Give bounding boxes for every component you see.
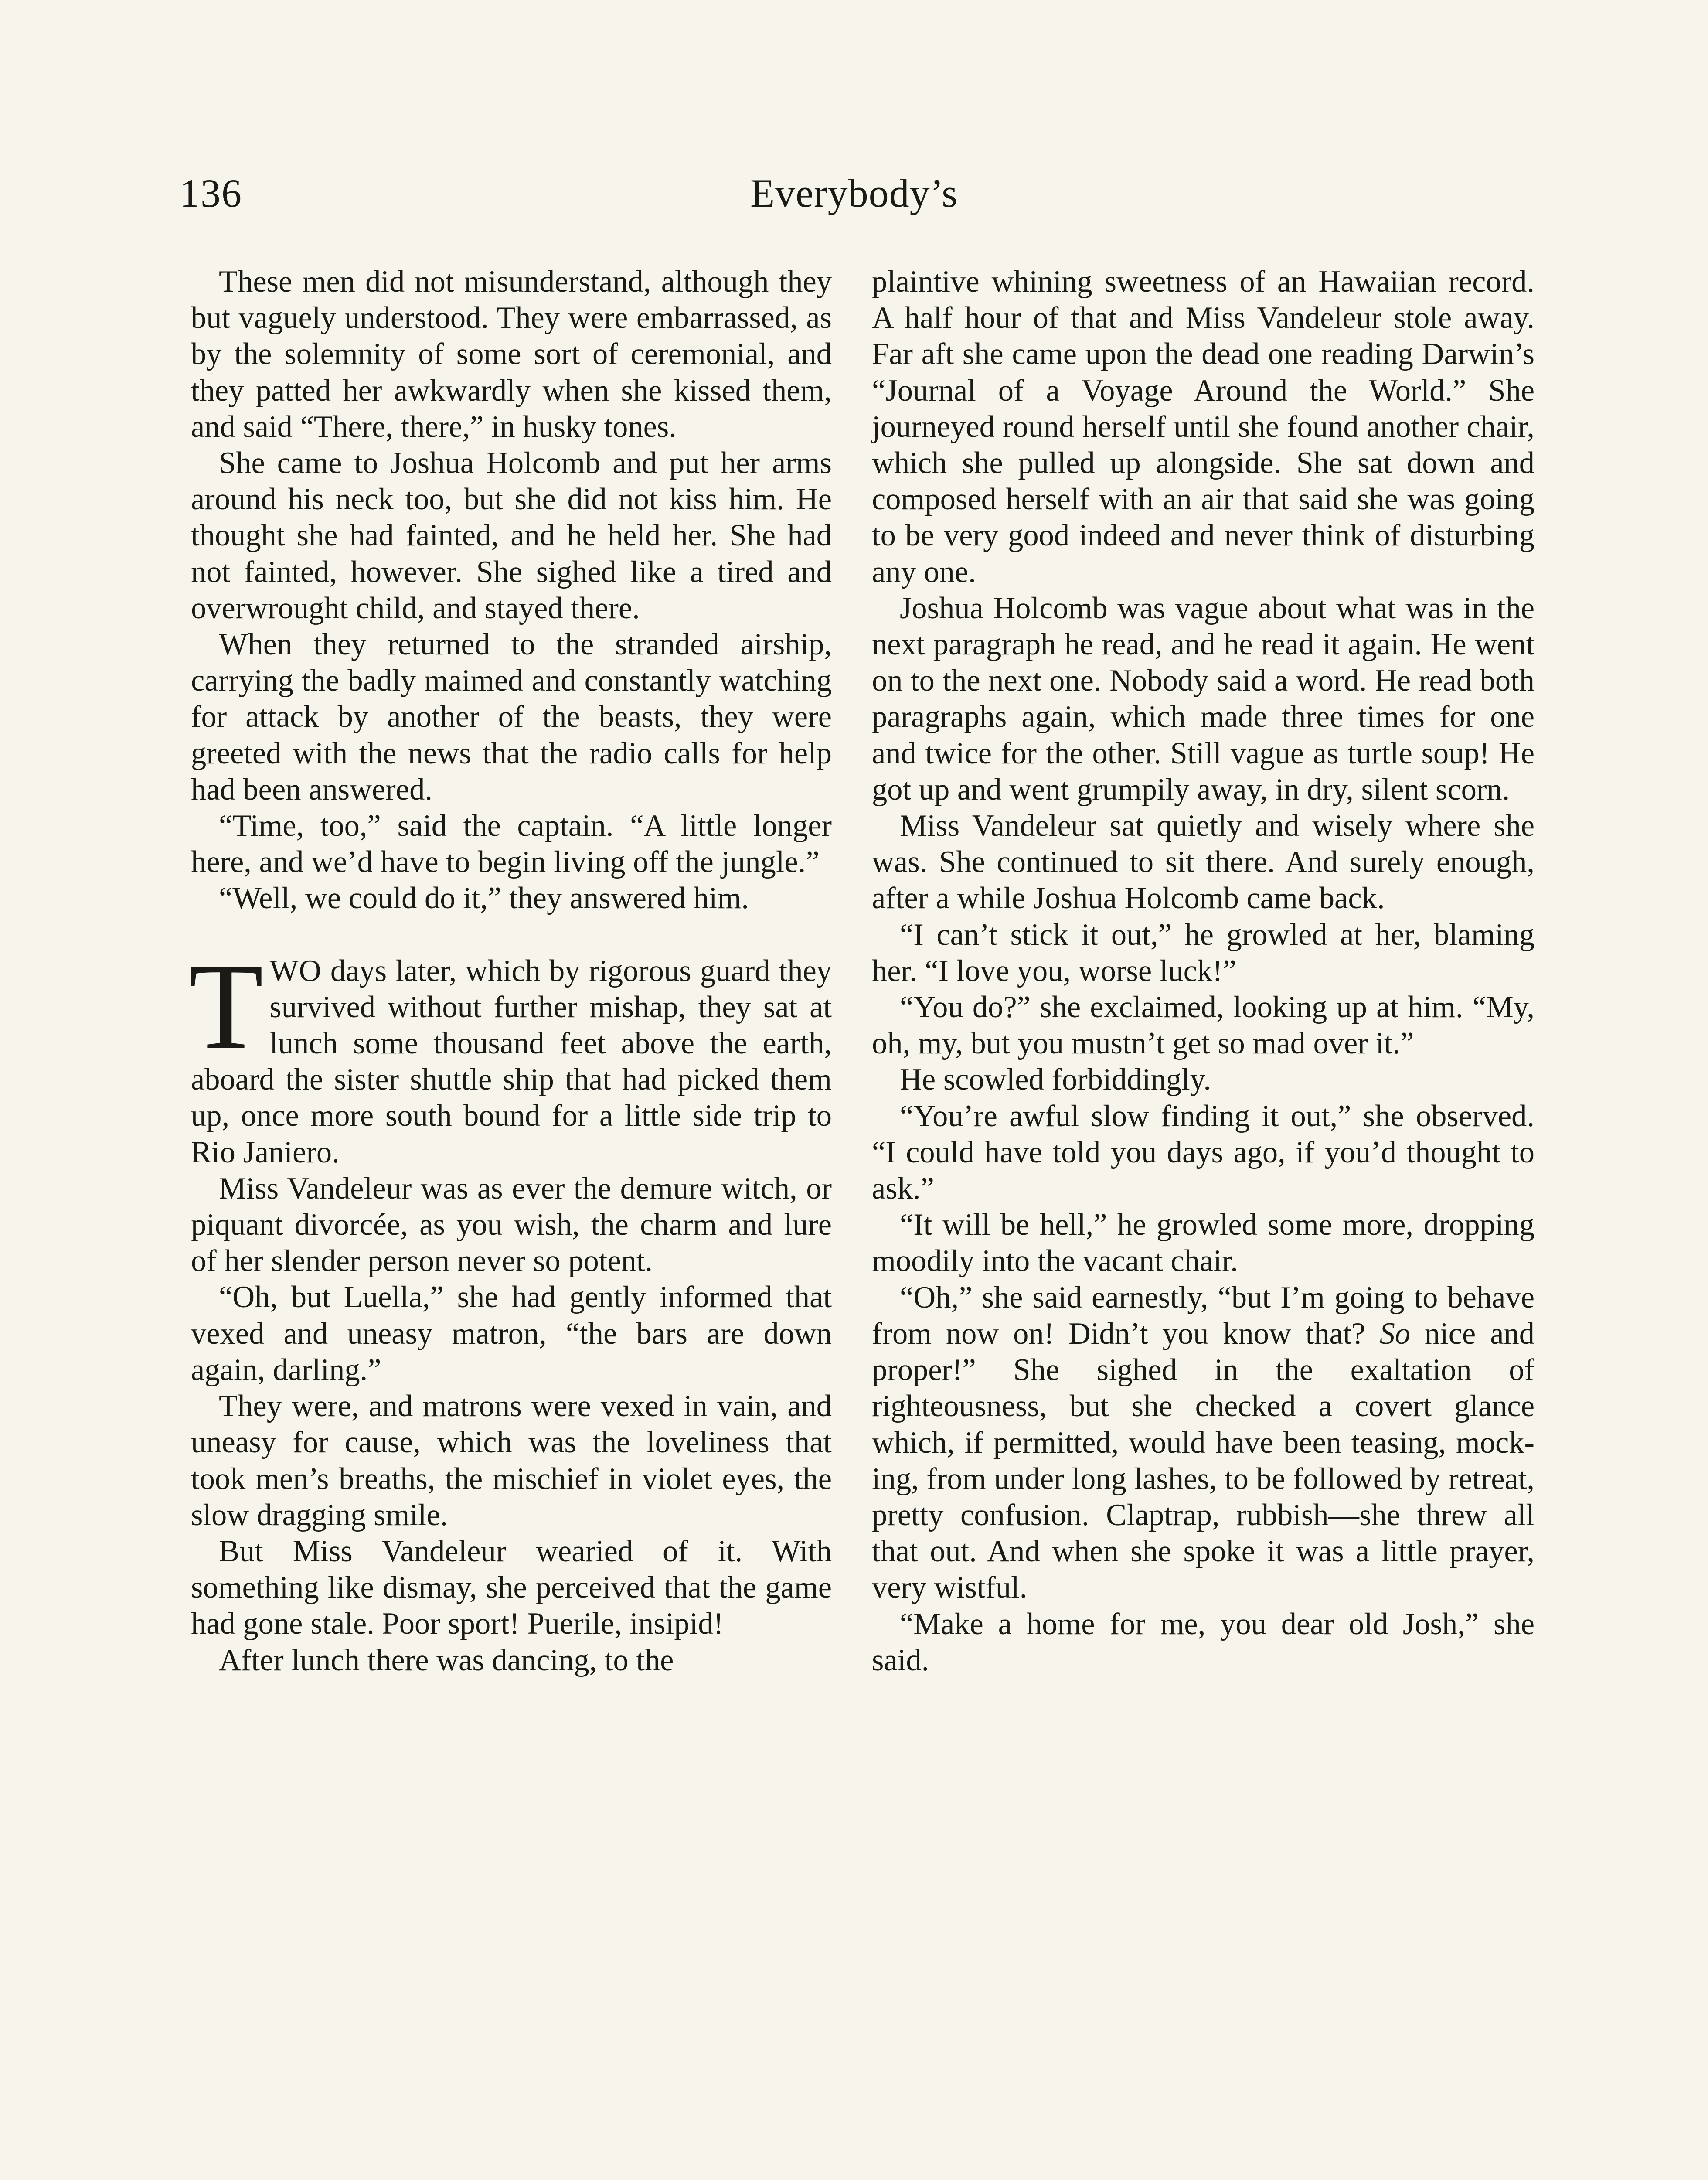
- section-opening-paragraph: [188, 938, 832, 1171]
- small-caps-lead: WO: [269, 954, 322, 988]
- paragraph: [872, 1280, 1534, 1606]
- paragraph: “Time, too,” said the captain. “A little longer here, and we’d have to begin living off the jungle.”: [191, 809, 832, 879]
- paragraph: They were, and matrons were vexed in vain, and uneasy for cause, which was the loveliness that took men’s breaths, the mischief in violet eyes, the slow dragging smile.: [191, 1389, 832, 1532]
- paragraph-text: “Oh,” she said earnestly, “but I’m going to behave from now on! Didn’t you know that?: [872, 1280, 1534, 1351]
- paragraph: But Miss Vandeleur wearied of it. With something like dismay, she perceived that the game had gone stale. Poor sport! Puerile, insipid!: [191, 1534, 832, 1641]
- paragraph: She came to Joshua Holcomb and put her arms around his neck too, but she did not kiss him. He thought she had fainted, and he held her. She had not fainted, however. She sighed like a tired and overwrought child, and stayed there.: [191, 446, 832, 625]
- paragraph: He scowled forbiddingly.: [900, 1063, 1211, 1097]
- paragraph: These men did not misunderstand, although they but vaguely understood. They were embarrassed, as by the solemnity of some sort of ceremonial, and they patted her awkwardly when she kissed them, and said “There, there,” in husky tones.: [191, 265, 832, 444]
- paragraph: After lunch there was dancing, to the: [219, 1643, 674, 1677]
- paragraph: “It will be hell,” he growled some more, dropping moodily into the vacant chair.: [872, 1208, 1534, 1278]
- paragraph: “You do?” she exclaimed, looking up at him. “My, oh, my, but you mustn’t get so mad over it.”: [872, 990, 1534, 1061]
- paragraph-text: days later, which by rigorous guard they survived without further mishap, they sat at lunch some thousand feet above the earth, aboard the sister shuttle ship that had picked them up, once more south bound for a little side trip to Rio Janiero.: [191, 954, 832, 1169]
- paragraph-text: nice and proper!” She sighed in the exaltation of righteousness, but she checked a covert glance which, if permitted, would have been teasing, mocking, from under long lashes, to be followed by retreat, pretty confusion. Claptrap, rubbish—she threw all that out. And when she spoke it was a little prayer, very wistful.: [872, 1316, 1534, 1605]
- drop-cap: T: [188, 938, 264, 1074]
- paragraph: When they returned to the stranded airship, carrying the badly maimed and constantly watching for attack by another of the beasts, they were greeted with the news that the radio calls for help had been answered.: [191, 627, 832, 807]
- paragraph: “Make a home for me, you dear old Josh,” she said.: [872, 1607, 1534, 1677]
- paragraph: “Well, we could do it,” they answered him.: [219, 881, 749, 916]
- paragraph: Miss Vandeleur sat quietly and wisely where she was. She continued to sit there. And surely enough, after a while Joshua Holcomb came back.: [872, 809, 1534, 916]
- running-head: Everybody’s: [750, 171, 958, 215]
- left-column: [188, 264, 832, 1679]
- paragraph: “Oh, but Luella,” she had gently informed that vexed and uneasy matron, “the bars are down again, darling.”: [191, 1280, 832, 1387]
- paragraph: Joshua Holcomb was vague about what was in the next paragraph he read, and he read it again. He went on to the next one. Nobody said a word. He read both paragraphs again, which made three times for one and twice for the other. Still vague as turtle soup! He got up and went grumpily away, in dry, silent scorn.: [872, 591, 1534, 807]
- paragraph: “I can’t stick it out,” he growled at her, blaming her. “I love you, worse luck!”: [872, 917, 1534, 988]
- right-column: [872, 264, 1534, 1679]
- paragraph-continued: plaintive whining sweetness of an Hawaiian record. A half hour of that and Miss Vandeleur stole away. Far aft she came upon the dead one reading Darwin’s “Journal of a Voyage Around the World.” She journeyed round herself until she found another chair, which she pulled up alongside. She sat down and composed herself with an air that said she was going to be very good indeed and never think of disturbing any one.: [872, 265, 1534, 589]
- page-number: 136: [180, 171, 242, 215]
- paragraph: “You’re awful slow finding it out,” she observed. “I could have told you days ago, if you’d thought to ask.”: [872, 1099, 1534, 1206]
- paragraph: Miss Vandeleur was as ever the demure witch, or piquant divorcée, as you wish, the charm and lure of her slender person never so potent.: [191, 1171, 832, 1278]
- emphasis: So: [1379, 1316, 1411, 1351]
